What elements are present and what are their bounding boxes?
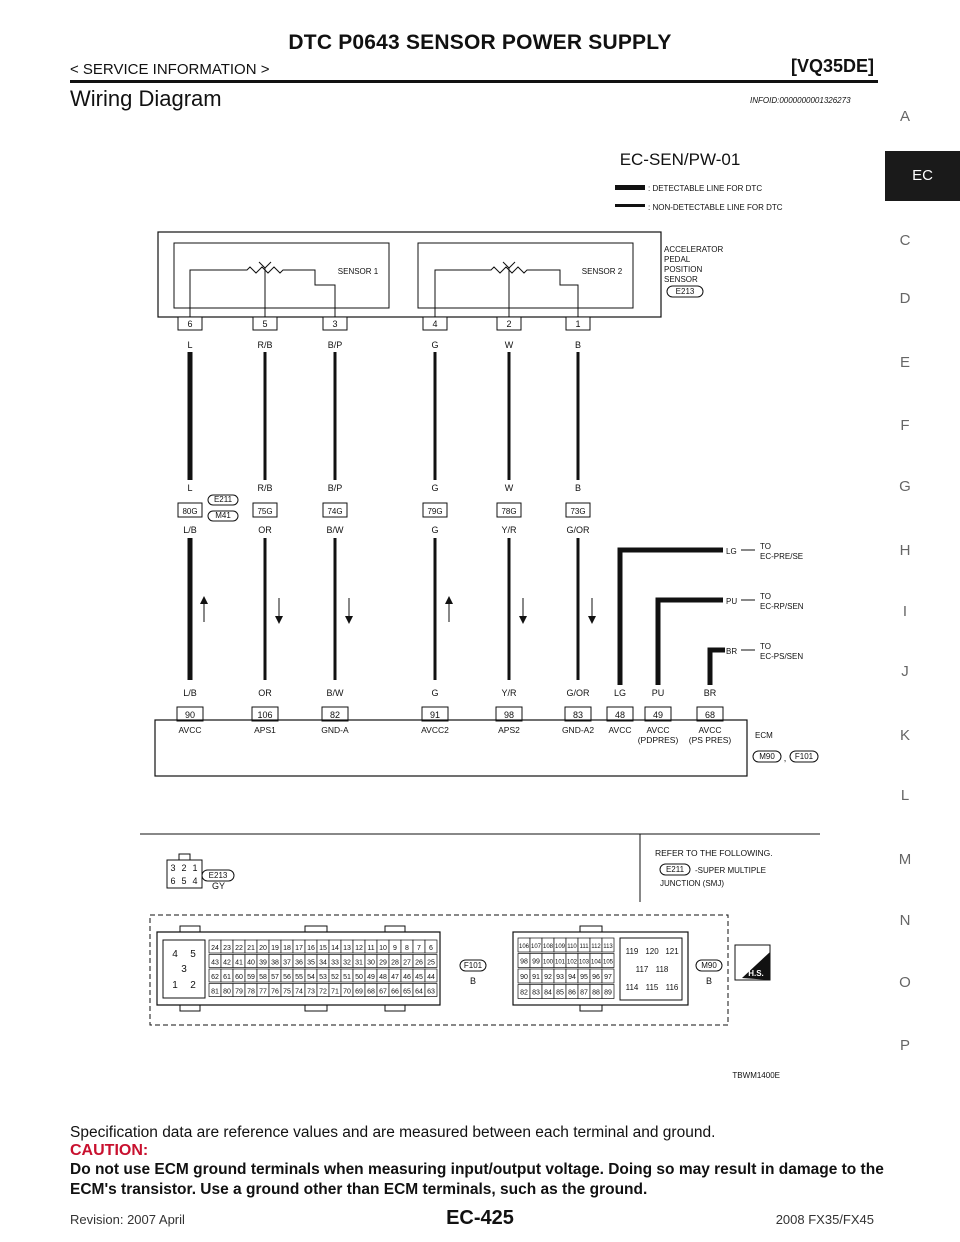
refer-connector: E211 (665, 865, 685, 874)
side-tab-f[interactable]: F (900, 417, 910, 434)
f101-pin: 45 (415, 974, 423, 981)
section-title: Wiring Diagram (70, 86, 222, 111)
f101-pin: 69 (355, 988, 363, 996)
joint-connector-e211: E211 (213, 495, 233, 504)
ecm-pin-label: APS2 (498, 725, 520, 735)
ecm-wire-color: L/B (183, 688, 197, 698)
m90-tab (580, 1005, 602, 1011)
m90-pin: 84 (544, 989, 552, 997)
f101-pin: 4 (172, 949, 178, 960)
ecm-connector-f101: F101 (794, 752, 814, 761)
legend-non-detectable-line (615, 204, 645, 207)
f101-pin: 43 (211, 959, 219, 967)
to-dest: EC-PRE/SE (760, 552, 804, 561)
wiring-diagram (130, 140, 830, 1085)
ecm-pin-label: APS1 (254, 725, 276, 735)
ecm-pin: 91 (429, 710, 441, 720)
m90-pin: 114 (625, 983, 639, 992)
to-label: TO (760, 542, 771, 551)
header-rule (70, 80, 878, 83)
joint-pin: 78G (501, 507, 517, 516)
m90-pin: 98 (520, 958, 528, 966)
spec-text: Specification data are reference values and are measured between each terminal and ground. (70, 1124, 716, 1141)
f101-pin: 44 (427, 974, 435, 981)
f101-pin: 70 (343, 988, 351, 996)
joint-pin: 73G (570, 507, 586, 516)
joint-lower-color: G/OR (566, 525, 590, 535)
section-breadcrumb: < SERVICE INFORMATION > (70, 61, 270, 78)
joint-lower-color: G (431, 525, 439, 535)
figure-id: TBWM1400E (732, 1071, 780, 1080)
m90-pin: 118 (655, 965, 669, 974)
f101-pin: 27 (403, 959, 411, 967)
ecm-wire-color: B/W (326, 688, 344, 698)
ecm-pin-label: AVCC (178, 725, 202, 735)
e213-color: GY (212, 881, 226, 891)
side-tab-k[interactable]: K (899, 727, 910, 744)
f101-pin: 46 (403, 974, 411, 981)
f101-pin: 26 (415, 959, 423, 967)
side-tab-c[interactable]: C (899, 232, 911, 249)
ecm-pin: 49 (652, 710, 664, 720)
m90-pin: 100 (542, 959, 554, 966)
m90-pin: 112 (591, 944, 601, 950)
f101-pin: 49 (367, 974, 375, 981)
signal-arrow-head (519, 616, 527, 624)
signal-arrow-head (275, 616, 283, 624)
sensor1-wire-c (295, 270, 335, 317)
side-tab-p[interactable]: P (899, 1037, 910, 1054)
e213-pin: 5 (181, 876, 187, 886)
f101-pin: 19 (271, 945, 279, 952)
legend-detectable-text: : DETECTABLE LINE FOR DTC (648, 184, 763, 193)
m90-pin: 111 (579, 944, 589, 950)
f101-pin: 8 (405, 945, 409, 952)
f101-pin: 16 (307, 945, 315, 952)
e213-pin: 6 (170, 876, 176, 886)
f101-tab (180, 926, 200, 932)
to-label: TO (760, 592, 771, 601)
sensor-wire-color: W (504, 340, 514, 350)
f101-pin: 34 (319, 959, 327, 967)
f101-tab (305, 1005, 327, 1011)
f101-pin: 32 (343, 959, 351, 967)
diagram-code: EC-SEN/PW-01 (619, 150, 741, 169)
page-title: DTC P0643 SENSOR POWER SUPPLY (288, 31, 672, 54)
f101-pin: 25 (427, 959, 435, 967)
f101-pin: 54 (307, 974, 315, 981)
f101-pin: 36 (295, 959, 303, 967)
f101-pin: 64 (415, 988, 423, 996)
joint-upper-color: R/B (257, 483, 273, 493)
m90-pin: 119 (625, 947, 639, 956)
f101-pin: 35 (307, 959, 315, 967)
f101-pin: 18 (283, 945, 291, 952)
f101-pin: 21 (247, 945, 255, 952)
joint-pin: 80G (182, 507, 198, 516)
f101-pin: 48 (379, 974, 387, 981)
side-tab-h[interactable]: H (899, 542, 911, 559)
sensor-pin: 3 (332, 319, 338, 329)
f101-pin: 7 (417, 945, 421, 952)
f101-pin: 52 (331, 974, 339, 981)
to-dest: EC-PS/SEN (760, 652, 804, 661)
f101-pin: 55 (295, 974, 303, 981)
joint-pin: 75G (257, 507, 273, 516)
side-tab-e[interactable]: E (899, 354, 910, 371)
sensor-name-line: ACCELERATOR (664, 245, 724, 254)
ecm-label: ECM (755, 731, 773, 740)
f101-pin: 51 (343, 974, 351, 981)
f101-pin: 14 (331, 945, 339, 952)
f101-tab (385, 926, 405, 932)
sensor-pin: 4 (432, 319, 438, 329)
to-line-color: LG (726, 547, 737, 556)
ecm-pin: 98 (503, 710, 515, 720)
sensor-connector: E213 (675, 287, 695, 296)
f101-pin: 3 (181, 964, 187, 975)
ecm-wire-color: Y/R (501, 688, 517, 698)
f101-pin: 28 (391, 959, 399, 967)
ecm-pin-sublabel: (PDPRES) (637, 735, 679, 745)
f101-connector: F101 (463, 961, 483, 970)
m90-tab (580, 926, 602, 932)
joint-upper-color: G (431, 483, 439, 493)
f101-pin: 10 (379, 945, 387, 952)
joint-lower-color: Y/R (501, 525, 517, 535)
joint-lower-color: OR (258, 525, 272, 535)
m90-pin: 99 (532, 958, 540, 966)
f101-pin: 22 (235, 945, 243, 952)
hs-label: H.S. (748, 969, 764, 978)
m90-pin: 115 (645, 983, 659, 992)
e213-pin: 2 (181, 863, 187, 873)
f101-pin: 33 (331, 959, 339, 967)
m90-pin: 97 (604, 974, 612, 981)
ecm-wire-color: OR (258, 688, 272, 698)
f101-pin: 67 (379, 988, 387, 996)
f101-pin: 81 (211, 988, 219, 996)
f101-pin: 5 (190, 949, 196, 960)
sensor-pin: 5 (262, 319, 268, 329)
joint-upper-color: W (504, 483, 514, 493)
m90-pin: 117 (635, 965, 649, 974)
m90-pin: 90 (520, 974, 528, 981)
to-line-br (710, 650, 725, 685)
f101-pin: 50 (355, 974, 363, 981)
f101-pin: 75 (283, 988, 291, 996)
refer-line1: -SUPER MULTIPLE (695, 866, 766, 875)
m90-pin: 88 (592, 989, 600, 997)
m90-connector: M90 (701, 961, 717, 970)
side-tab-ec[interactable]: EC (885, 151, 960, 201)
f101-color: B (469, 976, 477, 986)
to-line-color: BR (726, 647, 738, 656)
signal-arrow-head (345, 616, 353, 624)
signal-arrow-head (445, 596, 453, 604)
f101-pin: 31 (355, 959, 363, 967)
sensor-wire-color: B/P (327, 340, 343, 350)
ecm-pin: 48 (614, 710, 626, 720)
e213-pin: 3 (170, 863, 176, 873)
sensor2-resistor-wiper (503, 262, 515, 268)
f101-pin: 77 (259, 988, 267, 996)
m90-pin: 82 (520, 989, 528, 997)
f101-pin: 38 (271, 959, 279, 967)
joint-lower-color: B/W (326, 525, 344, 535)
side-tab-o[interactable]: O (899, 974, 911, 991)
f101-pin: 58 (259, 974, 267, 981)
m90-pin: 96 (592, 974, 600, 981)
f101-pin: 6 (429, 945, 433, 952)
f101-pin: 9 (393, 945, 397, 952)
joint-upper-color: B (574, 483, 582, 493)
joint-connector-m41: M41 (215, 511, 231, 520)
m90-pin: 89 (604, 989, 612, 997)
m90-pin: 91 (532, 974, 540, 981)
f101-pin: 41 (235, 959, 243, 967)
side-tab-j[interactable]: J (901, 663, 909, 680)
m90-pin: 113 (603, 944, 613, 950)
ecm-wire-color: LG (613, 688, 627, 698)
signal-arrow-head (200, 596, 208, 604)
to-label: TO (760, 642, 771, 651)
f101-pin: 59 (247, 974, 255, 981)
sensor-pin: 6 (187, 319, 193, 329)
f101-pin: 66 (391, 988, 399, 996)
f101-pin: 73 (307, 988, 315, 996)
caution-text: Do not use ECM ground terminals when measuring input/output voltage. Doing so may result in damage to the ECM's transistor. Use a ground other than ECM terminals, such as the ground. (70, 1161, 884, 1198)
f101-pin: 71 (331, 988, 339, 996)
sensor2-wire-a (435, 270, 479, 317)
side-tab-l[interactable]: L (900, 787, 910, 804)
joint-lower-color: L/B (183, 525, 197, 535)
ecm-pin-label: AVCC2 (421, 725, 449, 735)
sensor-wire-color: L (187, 340, 193, 350)
f101-pin: 24 (211, 945, 219, 952)
f101-pin: 40 (247, 959, 255, 967)
info-id: INFOID:0000000001326273 (750, 96, 851, 105)
f101-pin: 17 (295, 945, 303, 952)
m90-pin: 92 (544, 974, 552, 981)
f101-pin: 2 (190, 980, 196, 991)
legend-detectable-line (615, 185, 645, 190)
f101-tab (180, 1005, 200, 1011)
m90-pin: 121 (665, 947, 679, 956)
page-number: EC-425 (446, 1207, 514, 1229)
ecm-wire-color: G/OR (566, 688, 590, 698)
m90-pin: 108 (542, 944, 554, 950)
ecm-pin-label: GND-A2 (561, 725, 595, 735)
f101-pin: 29 (379, 959, 387, 967)
m90-color: B (705, 976, 713, 986)
joint-upper-color: B/P (327, 483, 343, 493)
m90-pin: 93 (556, 974, 564, 981)
side-tab-i[interactable]: I (902, 603, 908, 620)
sensor1-resistor-wiper (259, 262, 271, 268)
e213-key (179, 854, 190, 860)
f101-pin: 23 (223, 945, 231, 952)
ecm-pin: 106 (257, 710, 273, 720)
joint-upper-color: L (187, 483, 193, 493)
engine-label: [VQ35DE] (790, 56, 874, 76)
f101-pin: 12 (355, 945, 363, 952)
sensor-wire-color: R/B (257, 340, 273, 350)
f101-pin: 1 (172, 980, 178, 991)
side-tab-g[interactable]: G (899, 478, 911, 495)
e213-pin: 4 (192, 876, 198, 886)
f101-pin: 65 (403, 988, 411, 996)
f101-pin: 60 (235, 974, 243, 981)
caution-label: CAUTION: (70, 1142, 149, 1159)
ecm-pin: 68 (704, 710, 716, 720)
f101-tab (385, 1005, 405, 1011)
f101-pin: 61 (223, 974, 231, 981)
sensor-wire-color: G (431, 340, 439, 350)
f101-pin: 20 (259, 945, 267, 952)
sensor-name-line: POSITION (664, 265, 703, 274)
ecm-pin-label: AVCC (646, 725, 670, 735)
ecm-pin-label: GND-A (321, 725, 349, 735)
ecm-separator: , (783, 753, 787, 763)
sensor-name-line: SENSOR (664, 275, 698, 284)
ecm-pin-label: AVCC (698, 725, 722, 735)
e213-connector: E213 (208, 871, 228, 880)
ecm-wire-color: PU (651, 688, 665, 698)
ecm-pin-label: AVCC (608, 725, 632, 735)
f101-pin: 63 (427, 988, 435, 996)
sensor-name-line: PEDAL (664, 255, 691, 264)
m90-pin: 86 (568, 989, 576, 997)
f101-pin: 57 (271, 974, 279, 981)
ecm-pin: 83 (572, 710, 584, 720)
f101-tab (305, 926, 327, 932)
m90-pin: 120 (645, 947, 659, 956)
m90-pin: 107 (530, 944, 542, 950)
m90-pin: 110 (567, 944, 577, 950)
f101-pin: 11 (367, 945, 375, 952)
e213-pin: 1 (192, 863, 198, 873)
m90-pin: 103 (578, 959, 590, 966)
refer-line2: JUNCTION (SMJ) (660, 879, 724, 888)
f101-pin: 30 (367, 959, 375, 967)
m90-pin: 116 (665, 983, 679, 992)
side-tab-m[interactable]: M (898, 851, 912, 868)
ecm-pin-sublabel: (PS PRES) (688, 735, 732, 745)
f101-pin: 15 (319, 945, 327, 952)
ecm-connector-m90: M90 (759, 752, 775, 761)
model: 2008 FX35/FX45 (775, 1212, 874, 1227)
sensor2-label: SENSOR 2 (581, 267, 623, 276)
f101-pin: 37 (283, 959, 291, 967)
f101-pin: 42 (223, 959, 231, 967)
ecm-pin: 90 (184, 710, 196, 720)
sensor-pin: 2 (506, 319, 512, 329)
m90-pin: 102 (566, 959, 578, 966)
f101-pin: 80 (223, 988, 231, 996)
to-line-pu (658, 600, 723, 685)
joint-pin: 74G (327, 507, 343, 516)
ecm-wire-color: G (431, 688, 439, 698)
f101-pin: 68 (367, 988, 375, 996)
f101-pin: 76 (271, 988, 279, 996)
side-tab-n[interactable]: N (899, 912, 911, 929)
m90-pin: 94 (568, 974, 576, 981)
m90-pin: 83 (532, 989, 540, 997)
m90-pin: 101 (554, 959, 566, 966)
m90-pin: 85 (556, 989, 564, 997)
side-tab-a[interactable]: A (899, 108, 910, 125)
m90-pin: 87 (580, 989, 588, 997)
f101-pin: 62 (211, 974, 219, 981)
ecm-pin: 82 (329, 710, 341, 720)
sensor-wire-color: B (574, 340, 582, 350)
side-tab-d[interactable]: D (899, 290, 911, 307)
refer-title: REFER TO THE FOLLOWING. (655, 848, 773, 858)
f101-pin: 39 (259, 959, 267, 967)
m90-pin: 104 (590, 959, 602, 966)
f101-pin: 79 (235, 988, 243, 996)
to-dest: EC-RP/SEN (760, 602, 804, 611)
f101-pin: 56 (283, 974, 291, 981)
sensor1-wire-a (190, 270, 235, 317)
to-line-color: PU (726, 597, 738, 606)
f101-pin: 74 (295, 988, 303, 996)
sensor-pin: 1 (575, 319, 581, 329)
f101-pin: 53 (319, 974, 327, 981)
f101-pin: 72 (319, 988, 327, 996)
legend-non-detectable-text: : NON-DETECTABLE LINE FOR DTC (648, 203, 783, 212)
signal-arrow-head (588, 616, 596, 624)
m90-pin: 106 (518, 944, 530, 950)
joint-pin: 79G (427, 507, 443, 516)
m90-pin: 105 (602, 959, 614, 966)
f101-pin: 47 (391, 974, 399, 981)
m90-pin: 95 (580, 974, 588, 981)
revision: Revision: 2007 April (70, 1212, 185, 1227)
m90-pin: 109 (554, 944, 566, 950)
ecm-wire-color: BR (703, 688, 717, 698)
f101-pin: 78 (247, 988, 255, 996)
sensor2-wire-c (539, 270, 578, 317)
sensor1-label: SENSOR 1 (337, 267, 379, 276)
f101-pin: 13 (343, 945, 351, 952)
